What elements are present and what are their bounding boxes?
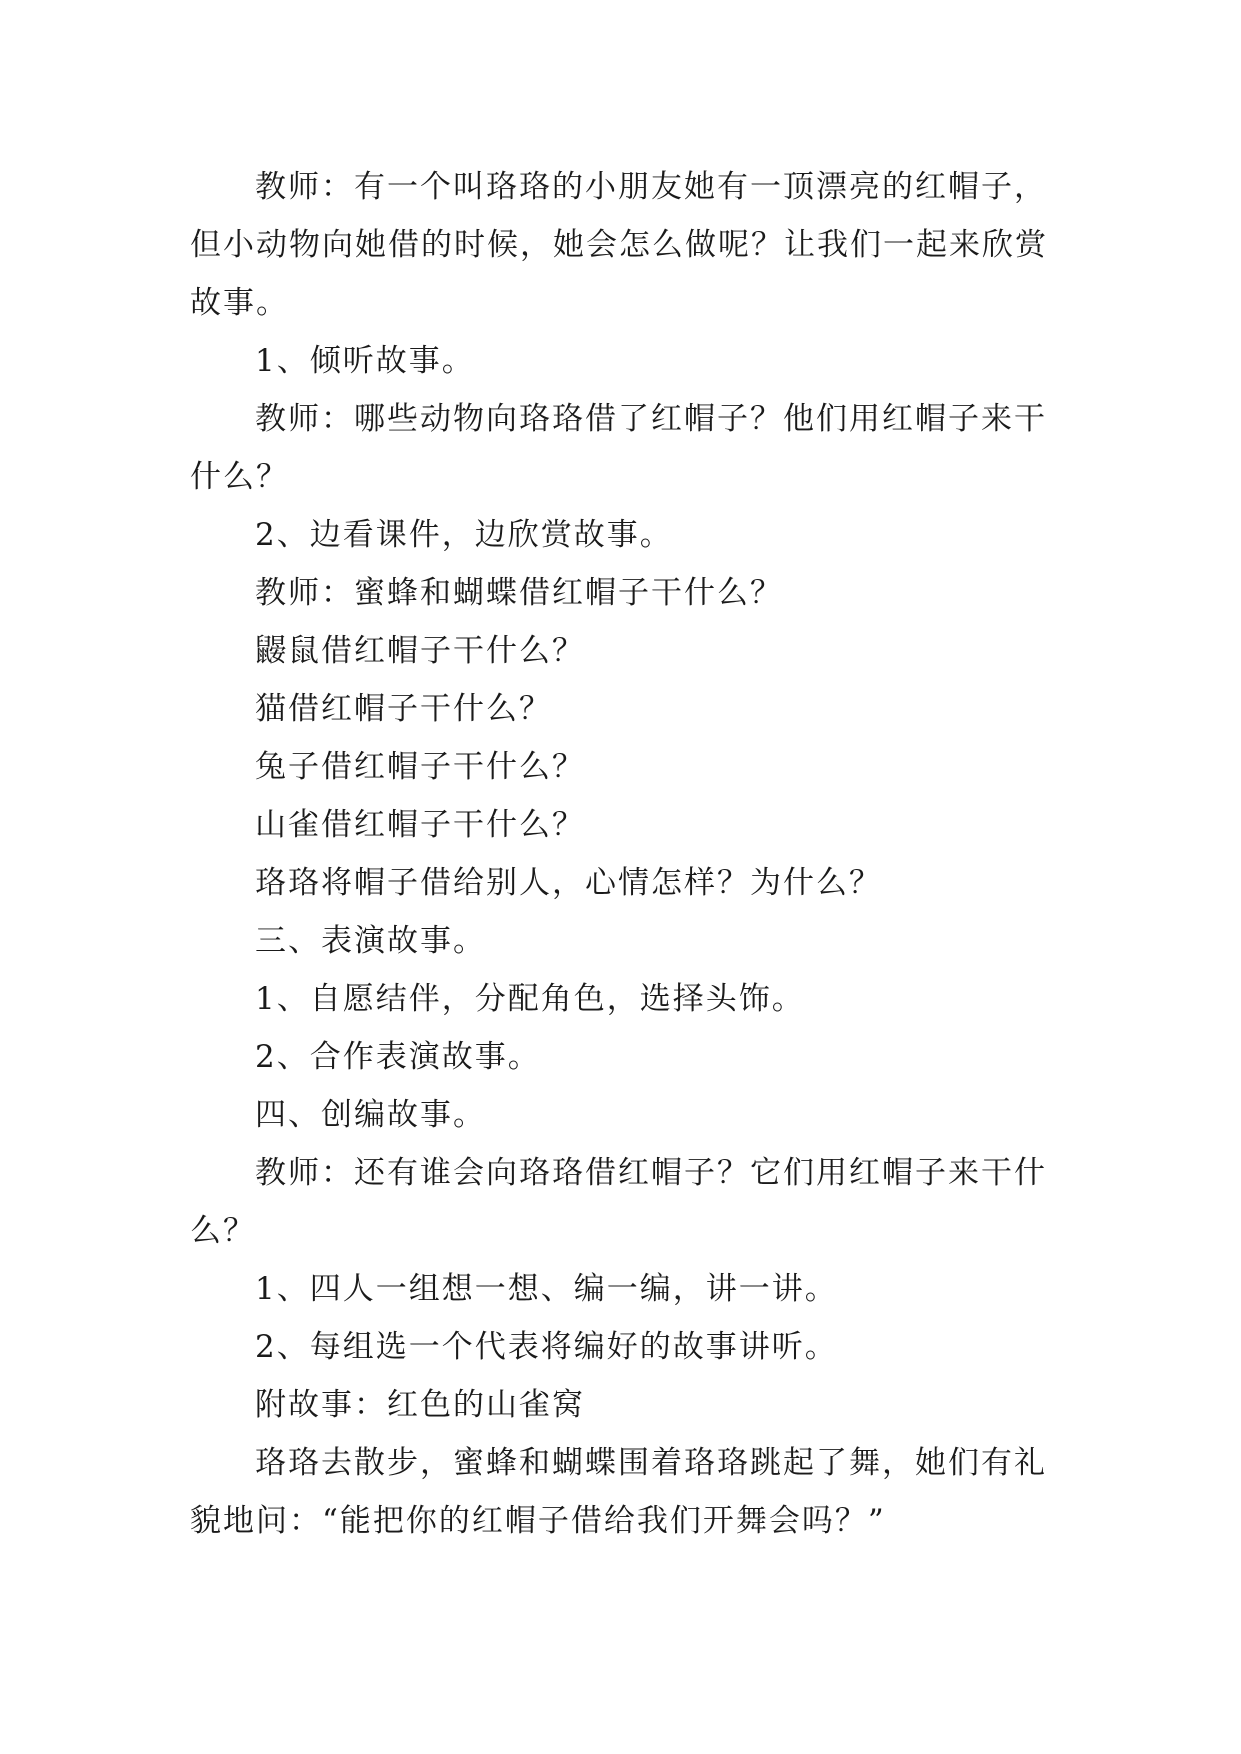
paragraph: 珞珞去散步，蜜蜂和蝴蝶围着珞珞跳起了舞，她们有礼貌地问：“能把你的红帽子借给我们开舞会吗？”	[190, 1445, 1047, 1539]
paragraph: 兔子借红帽子干什么？	[255, 749, 585, 785]
paragraph: 1、倾听故事。	[255, 343, 475, 379]
paragraph: 珞珞将帽子借给别人，心情怎样？为什么？	[255, 865, 882, 901]
document-body	[190, 158, 1050, 1550]
paragraph: 山雀借红帽子干什么？	[255, 807, 585, 843]
paragraph: 2、边看课件，边欣赏故事。	[255, 517, 673, 553]
paragraph: 四、创编故事。	[255, 1097, 486, 1133]
paragraph: 附故事：红色的山雀窝	[255, 1387, 585, 1423]
paragraph: 教师：还有谁会向珞珞借红帽子？它们用红帽子来干什么？	[190, 1155, 1047, 1249]
paragraph: 教师：蜜蜂和蝴蝶借红帽子干什么？	[255, 575, 783, 611]
paragraph: 1、四人一组想一想、编一编，讲一讲。	[255, 1271, 838, 1307]
paragraph: 2、每组选一个代表将编好的故事讲听。	[255, 1329, 838, 1365]
paragraph: 鼹鼠借红帽子干什么？	[255, 633, 585, 669]
paragraph: 教师：有一个叫珞珞的小朋友她有一顶漂亮的红帽子，但小动物向她借的时候，她会怎么做呢？让我们一起来欣赏故事。	[190, 169, 1048, 321]
paragraph: 三、表演故事。	[255, 923, 486, 959]
paragraph: 教师：哪些动物向珞珞借了红帽子？他们用红帽子来干什么？	[190, 401, 1047, 495]
paragraph: 2、合作表演故事。	[255, 1039, 541, 1075]
paragraph: 猫借红帽子干什么？	[255, 691, 552, 727]
paragraph: 1、自愿结伴，分配角色，选择头饰。	[255, 981, 805, 1017]
